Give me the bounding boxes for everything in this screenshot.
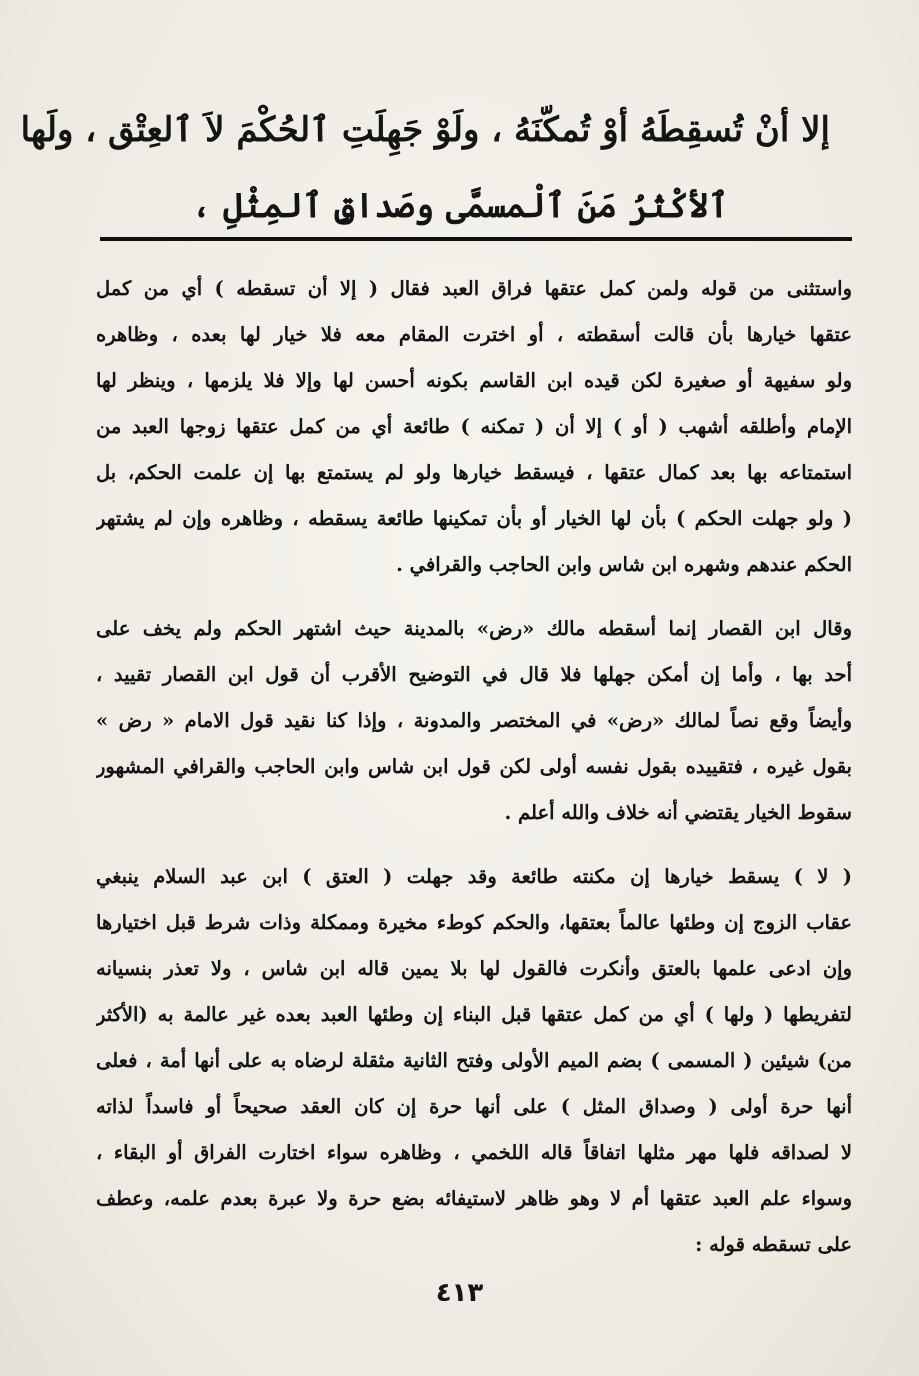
text-line: عقاب الزوج إن وطئها عالماً بعتقها، والحكم كوطء مخيرة وممكلة وذات شرط قبل اختيارها xyxy=(96,911,852,934)
text-line: من) شيئين ( المسمى ) بضم الميم الأولى وفتح الثانية مثقلة لرضاه به على أنها أمة ، فعلى xyxy=(96,1049,852,1072)
matn-line: إلا أنْ تُسقِطَهُ أوْ تُمكّنَهُ ، ولَوْ جَهِلَتِ ٱلحُكْمَ لاَ ٱلعِتْق ، ولَها xyxy=(20,110,830,150)
paragraph xyxy=(96,606,852,836)
text-line: وقال ابن القصار إنما أسقطه مالك «رض» بالمدينة حيث اشتهر الحكم ولم يخف على xyxy=(96,617,852,640)
commentary-text xyxy=(96,266,852,1286)
text-line: أنها حرة أولى ( وصداق المثل ) على أنها حرة إن كان العقد صحيحاً أو فاسداً لذاته xyxy=(96,1095,852,1118)
text-line: على تسقطه قوله : xyxy=(695,1233,852,1256)
text-line: ولو سفيهة أو صغيرة لكن قيده ابن القاسم بكونه أحسن لها وإلا فلا يلزمها ، وينظر لها xyxy=(96,369,852,392)
text-line: عتقها خيارها بأن قالت أسقطته ، أو اخترت المقام معه فلا خيار لها بعده ، وظاهره xyxy=(96,323,852,346)
text-line: واستثنى من قوله ولمن كمل عتقها فراق العبد فقال ( إلا أن تسقطه ) أي من كمل xyxy=(96,277,852,300)
page-number: ٤١٣ xyxy=(435,1278,484,1308)
text-line: وسواء علم العبد عتقها أم لا وهو ظاهر لاستيفائه بضع حرة ولا عبرة بعدم علمه، وعطف xyxy=(96,1187,852,1210)
text-line: ( لا ) يسقط خيارها إن مكنته طائعة وقد جهلت ( العتق ) ابن عبد السلام ينبغي xyxy=(96,865,852,888)
text-line: سقوط الخيار يقتضي أنه خلاف والله أعلم . xyxy=(504,801,852,824)
text-line: وأيضاً وقع نصاً لمالك «رض» في المختصر والمدونة ، وإذا كنا نقيد قول الامام « رض » xyxy=(96,709,852,732)
text-line: لتفريطها ( ولها ) أي من كمل عتقها قبل البناء إن وطئها العبد بعده غير عالمة به (الأكثر xyxy=(96,1003,852,1026)
text-line: لا لصداقه فلها مهر مثلها اتفاقاً قاله اللخمي ، وظاهره سواء اختارت الفراق أو البقاء ، xyxy=(96,1141,852,1164)
text-line: الحكم عندهم وشهره ابن شاس وابن الحاجب والقرافي . xyxy=(396,553,852,576)
text-line: وإن ادعى علمها بالعتق وأنكرت فالقول لها بلا يمين قاله ابن شاس ، ولا تعذر بنسيانه xyxy=(96,957,852,980)
text-line: بقول غيره ، فتقييده بقول نفسه أولى لكن قول ابن شاس وابن الحاجب والقرافي المشهور xyxy=(96,755,852,778)
text-line: أحد بها ، وأما إن أمكن جهلها فلا قال في التوضيح الأقرب أن قول ابن القصار تقييد ، xyxy=(96,663,852,686)
separator-rule xyxy=(100,237,852,241)
text-line: الإمام وأطلقه أشهب ( أو ) إلا أن ( تمكنه ) طائعة أي من كمل عتقها زوجها العبد من xyxy=(96,415,852,438)
matn-verse xyxy=(20,92,830,244)
text-line: استمتاعه بها بعد كمال عتقها ، فيسقط خيارها ولو لم يستمتع بها إن علمت الحكم، بل xyxy=(96,461,852,484)
paragraph xyxy=(96,854,852,1268)
paragraph xyxy=(96,266,852,588)
text-line: ( ولو جهلت الحكم ) بأن لها الخيار أو بأن تمكينها طائعة يسقطه ، وظاهره وإن لم يشتهر xyxy=(96,507,852,530)
matn-line: ٱلأكْثرُ مَنَ ٱلْمسمَّى وصَداقِ ٱلمِثْلِ ، xyxy=(191,186,729,226)
